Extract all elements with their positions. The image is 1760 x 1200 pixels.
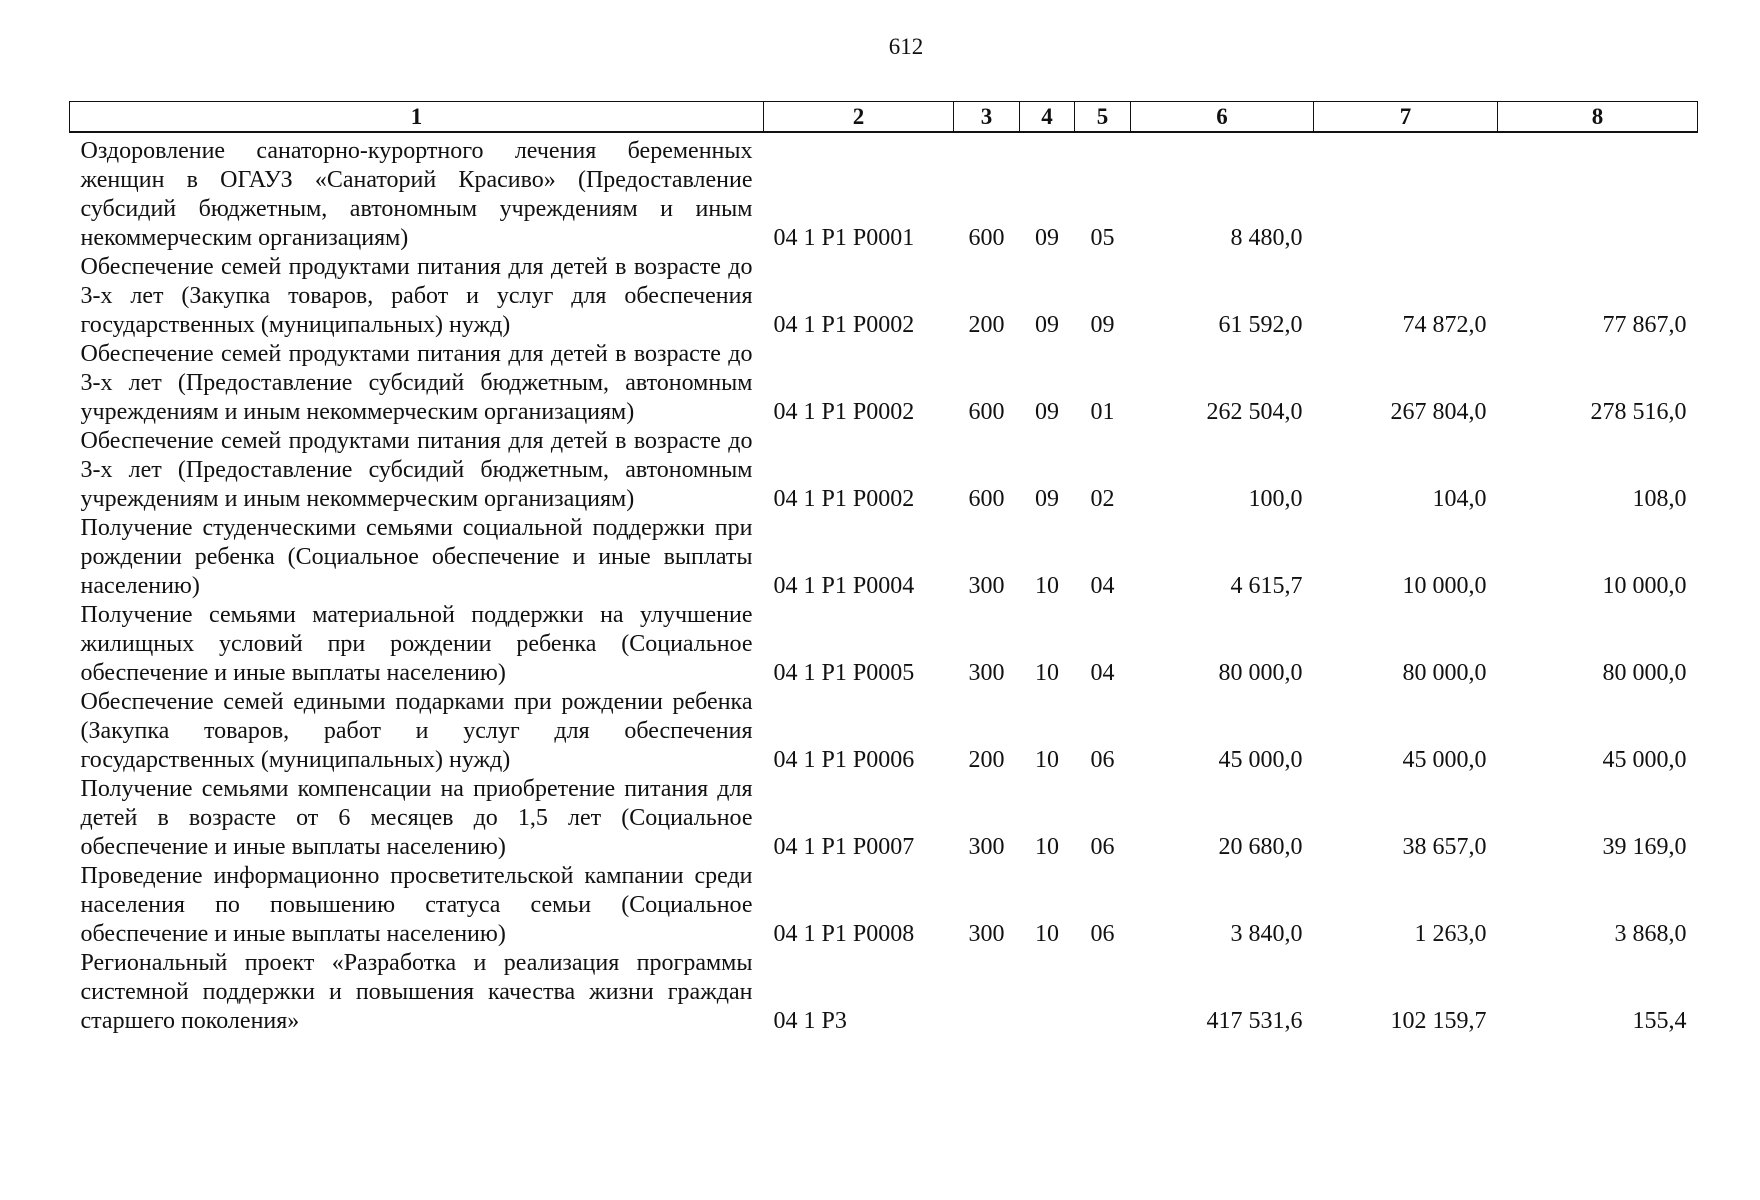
row-col3: 600 bbox=[968, 486, 1005, 512]
row-col8: 155,4 bbox=[1632, 1008, 1687, 1034]
row-col7: 1 263,0 bbox=[1414, 921, 1487, 947]
row-name: Получение студенческими семьями социальной поддержки при рождении ребенка (Социальное обеспечение и иные выплаты населению) bbox=[80, 515, 753, 599]
row-col3: 300 bbox=[968, 921, 1005, 947]
row-col7: 102 159,7 bbox=[1390, 1008, 1487, 1034]
row-col8: 108,0 bbox=[1632, 486, 1687, 512]
row-col7: 10 000,0 bbox=[1402, 573, 1487, 599]
table-row bbox=[70, 340, 1698, 427]
row-col4: 10 bbox=[1035, 747, 1059, 773]
column-header: 2 bbox=[764, 102, 954, 133]
row-name: Получение семьями компенсации на приобретение питания для детей в возрасте от 6 месяцев до 1,5 лет (Социальное обеспечение и иные выплаты населению) bbox=[80, 776, 753, 860]
header-row bbox=[70, 102, 1698, 133]
row-col3: 300 bbox=[968, 660, 1005, 686]
row-col5: 06 bbox=[1090, 834, 1115, 860]
row-col7: 45 000,0 bbox=[1402, 747, 1487, 773]
column-header: 7 bbox=[1314, 102, 1498, 133]
row-col8: 77 867,0 bbox=[1602, 312, 1687, 338]
row-col4: 10 bbox=[1035, 921, 1059, 947]
row-col6: 262 504,0 bbox=[1206, 399, 1303, 425]
row-col3: 300 bbox=[968, 834, 1005, 860]
row-col5: 01 bbox=[1090, 399, 1115, 425]
row-col8: 80 000,0 bbox=[1602, 660, 1687, 686]
row-col6: 8 480,0 bbox=[1230, 225, 1303, 251]
table-row bbox=[70, 427, 1698, 514]
row-col7: 38 657,0 bbox=[1402, 834, 1487, 860]
row-col7: 80 000,0 bbox=[1402, 660, 1487, 686]
row-col6: 45 000,0 bbox=[1218, 747, 1303, 773]
table-row bbox=[70, 253, 1698, 340]
row-col7: 74 872,0 bbox=[1402, 312, 1487, 338]
row-code: 04 1 P1 P0004 bbox=[773, 573, 915, 599]
row-col5: 02 bbox=[1090, 486, 1115, 512]
budget-table bbox=[69, 101, 1698, 1036]
row-col6: 61 592,0 bbox=[1218, 312, 1303, 338]
row-code: 04 1 P1 P0002 bbox=[773, 486, 915, 512]
row-col5: 04 bbox=[1090, 660, 1115, 686]
row-col5: 06 bbox=[1090, 921, 1115, 947]
table-row bbox=[70, 775, 1698, 862]
row-name: Обеспечение семей продуктами питания для детей в возрасте до 3-х лет (Предоставление субсидий бюджетным, автономным учреждениям и иным некоммерческим организациям) bbox=[80, 428, 753, 512]
row-col3: 600 bbox=[968, 399, 1005, 425]
row-code: 04 1 P1 P0007 bbox=[773, 834, 915, 860]
row-col4: 10 bbox=[1035, 573, 1059, 599]
row-col7 bbox=[1314, 132, 1498, 253]
row-col8: 278 516,0 bbox=[1590, 399, 1687, 425]
row-col8: 39 169,0 bbox=[1602, 834, 1687, 860]
row-col5 bbox=[1075, 949, 1131, 1036]
row-name: Получение семьями материальной поддержки на улучшение жилищных условий при рождении ребенка (Социальное обеспечение и иные выплаты населению) bbox=[80, 602, 753, 686]
row-col3 bbox=[954, 949, 1020, 1036]
row-code: 04 1 P1 P0001 bbox=[773, 225, 915, 251]
row-code: 04 1 P1 P0002 bbox=[773, 312, 915, 338]
column-header: 8 bbox=[1498, 102, 1698, 133]
table-row bbox=[70, 514, 1698, 601]
column-header: 4 bbox=[1020, 102, 1075, 133]
row-col4: 09 bbox=[1035, 486, 1059, 512]
table-row bbox=[70, 862, 1698, 949]
row-col4: 09 bbox=[1035, 225, 1059, 251]
column-header: 1 bbox=[70, 102, 764, 133]
row-col8 bbox=[1498, 132, 1698, 253]
row-col7: 104,0 bbox=[1432, 486, 1487, 512]
row-col5: 06 bbox=[1090, 747, 1115, 773]
row-name: Оздоровление санаторно-курортного лечения беременных женщин в ОГАУЗ «Санаторий Красиво» (Предоставление субсидий бюджетным, автономным учреждениям и иным некоммерческим организациям) bbox=[80, 138, 753, 251]
row-col5: 04 bbox=[1090, 573, 1115, 599]
row-col8: 10 000,0 bbox=[1602, 573, 1687, 599]
row-code: 04 1 P1 P0002 bbox=[773, 399, 915, 425]
row-col3: 200 bbox=[968, 312, 1005, 338]
row-col8: 3 868,0 bbox=[1614, 921, 1687, 947]
row-col6: 80 000,0 bbox=[1218, 660, 1303, 686]
row-name: Обеспечение семей продуктами питания для детей в возрасте до 3-х лет (Предоставление субсидий бюджетным, автономным учреждениям и иным некоммерческим организациям) bbox=[80, 341, 753, 425]
row-name: Региональный проект «Разработка и реализация программы системной поддержки и повышения качества жизни граждан старшего поколения» bbox=[80, 950, 753, 1034]
row-code: 04 1 P3 bbox=[773, 1008, 847, 1034]
row-col3: 300 bbox=[968, 573, 1005, 599]
row-col6: 4 615,7 bbox=[1230, 573, 1303, 599]
row-col6: 417 531,6 bbox=[1206, 1008, 1303, 1034]
column-header: 6 bbox=[1131, 102, 1314, 133]
row-code: 04 1 P1 P0005 bbox=[773, 660, 915, 686]
row-col3: 200 bbox=[968, 747, 1005, 773]
row-col3: 600 bbox=[968, 225, 1005, 251]
page-number: 612 bbox=[888, 34, 924, 59]
row-col6: 3 840,0 bbox=[1230, 921, 1303, 947]
table-row bbox=[70, 132, 1698, 253]
table-row bbox=[70, 688, 1698, 775]
row-col6: 100,0 bbox=[1248, 486, 1303, 512]
row-col4: 10 bbox=[1035, 834, 1059, 860]
table-row bbox=[70, 949, 1698, 1036]
row-col4: 10 bbox=[1035, 660, 1059, 686]
row-col6: 20 680,0 bbox=[1218, 834, 1303, 860]
row-col5: 05 bbox=[1090, 225, 1115, 251]
row-code: 04 1 P1 P0008 bbox=[773, 921, 915, 947]
column-header: 3 bbox=[954, 102, 1020, 133]
row-name: Обеспечение семей продуктами питания для детей в возрасте до 3-х лет (Закупка товаров, работ и услуг для обеспечения государственных (муниципальных) нужд) bbox=[80, 254, 753, 338]
table-row bbox=[70, 601, 1698, 688]
row-name: Проведение информационно просветительской кампании среди населения по повышению статуса семьи (Социальное обеспечение и иные выплаты населению) bbox=[80, 863, 753, 947]
row-col4 bbox=[1020, 949, 1075, 1036]
row-col8: 45 000,0 bbox=[1602, 747, 1687, 773]
row-name: Обеспечение семей едиными подарками при рождении ребенка (Закупка товаров, работ и услуг для обеспечения государственных (муниципальных) нужд) bbox=[80, 689, 753, 773]
row-col7: 267 804,0 bbox=[1390, 399, 1487, 425]
row-col4: 09 bbox=[1035, 312, 1059, 338]
row-col4: 09 bbox=[1035, 399, 1059, 425]
row-code: 04 1 P1 P0006 bbox=[773, 747, 915, 773]
row-col5: 09 bbox=[1090, 312, 1115, 338]
column-header: 5 bbox=[1075, 102, 1131, 133]
